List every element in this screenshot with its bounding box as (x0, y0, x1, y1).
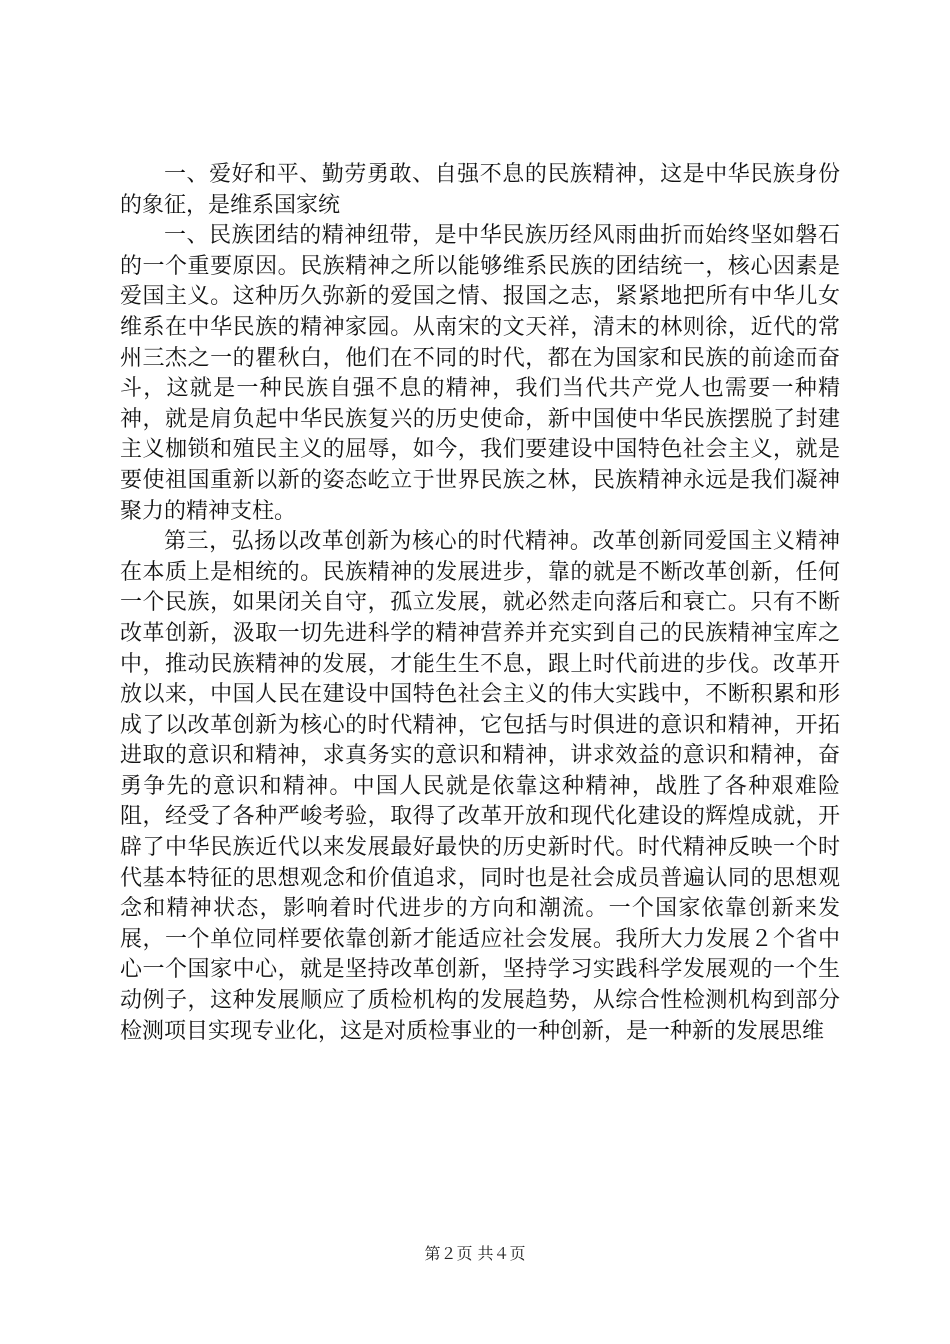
document-body (120, 160, 840, 1047)
page-footer (0, 1241, 950, 1264)
page-number-label: 第２页 共４页 (424, 1244, 526, 1263)
paragraph-national-unity: 一、民族团结的精神纽带，是中华民族历经风雨曲折而始终坚如磐石的一个重要原因。民族精神之所以能够维系民族的团结统一，核心因素是爱国主义。这种历久弥新的爱国之情、报国之志，紧紧地把所有中华儿女维系在中华民族的精神家园。从南宋的文天祥，清末的林则徐，近代的常州三杰之一的瞿秋白，他们在不同的时代，都在为国家和民族的前途而奋斗，这就是一种民族自强不息的精神，我们当代共产党人也需要一种精神，就是肩负起中华民族复兴的历史使命，新中国使中华民族摆脱了封建主义枷锁和殖民主义的屈辱，如今，我们要建设中国特色社会主义，就是要使祖国重新以新的姿态屹立于世界民族之林，民族精神永远是我们凝神聚力的精神支柱。 (120, 223, 840, 524)
paragraph-reform-innovation: 第三，弘扬以改革创新为核心的时代精神。改革创新同爱国主义精神在本质上是相统的。民族精神的发展进步，靠的就是不断改革创新，任何一个民族，如果闭关自守，孤立发展，就必然走向落后和衰亡。只有不断改革创新，汲取一切先进科学的精神营养并充实到自己的民族精神宝库之中，推动民族精神的发展，才能生生不息，跟上时代前进的步伐。改革开放以来，中国人民在建设中国特色社会主义的伟大实践中，不断积累和形成了以改革创新为核心的时代精神，它包括与时俱进的意识和精神，开拓进取的意识和精神，求真务实的意识和精神，讲求效益的意识和精神，奋勇争先的意识和精神。中国人民就是依靠这种精神，战胜了各种艰难险阻，经受了各种严峻考验，取得了改革开放和现代化建设的辉煌成就，开辟了中华民族近代以来发展最好最快的历史新时代。时代精神反映一个时代基本特征的思想观念和价值追求，同时也是社会成员普遍认同的思想观念和精神状态，影响着时代进步的方向和潮流。一个国家依靠创新来发展，一个单位同样要依靠创新才能适应社会发展。我所大力发展２个省中心一个国家中心，就是坚持改革创新，坚持学习实践科学发展观的一个生动例子，这种发展顺应了质检机构的发展趋势，从综合性检测机构到部分检测项目实现专业化，这是对质检事业的一种创新，是一种新的发展思维 (120, 529, 840, 1044)
paragraph-intro: 一、爱好和平、勤劳勇敢、自强不息的民族精神，这是中华民族身份的象征，是维系国家统 (120, 162, 840, 218)
